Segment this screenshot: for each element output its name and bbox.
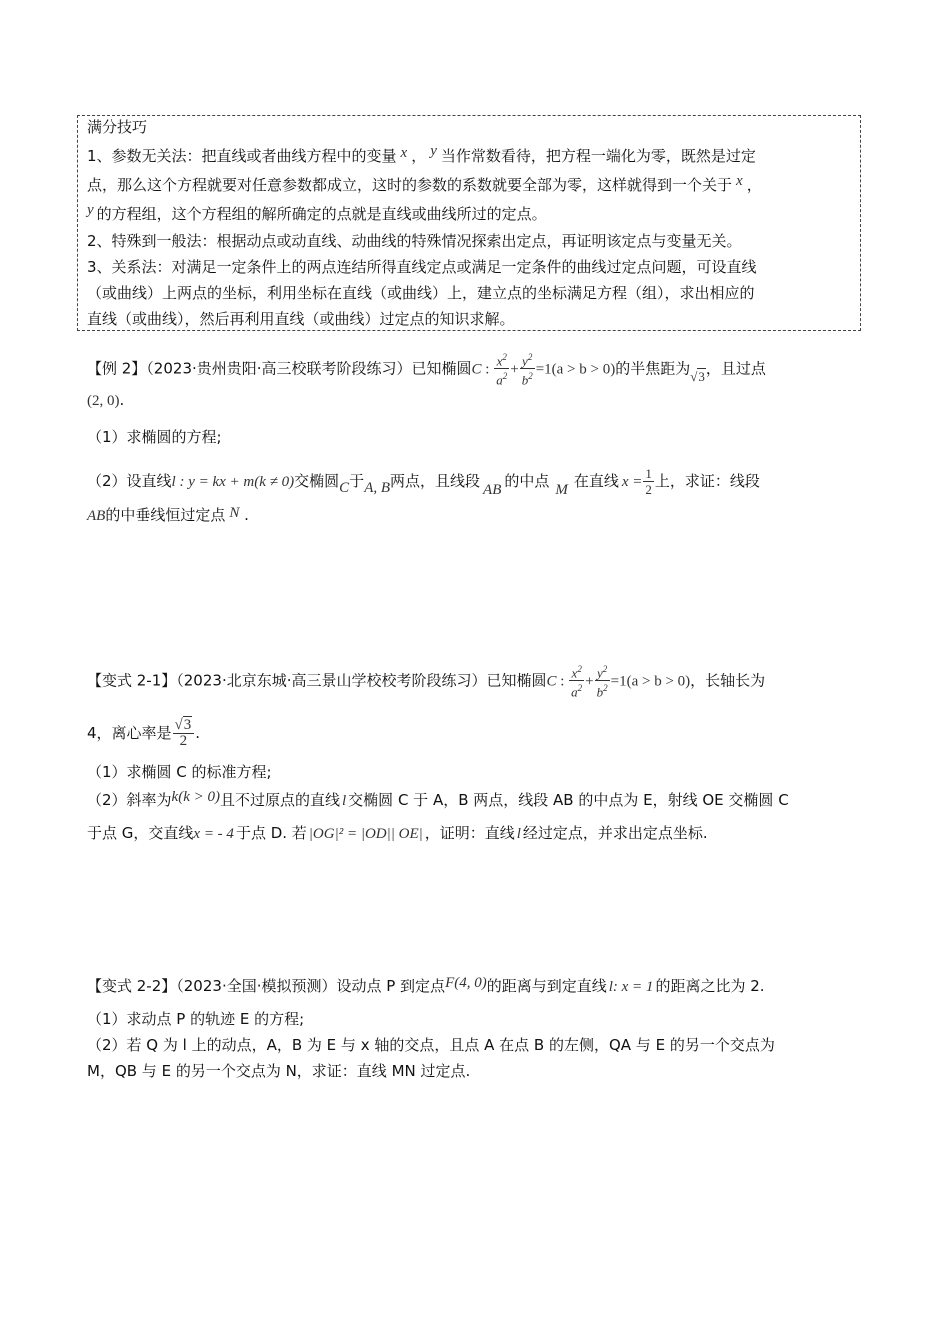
tips-line-1: 1、参数无关法：把直线或者曲线方程中的变量 x ， y 当作常数看待，把方程一端化为零，既然是过定 — [87, 143, 756, 165]
example-2-q2-cont: AB的中垂线恒过定点 N . — [87, 505, 249, 524]
example-2-header: 【例 2】（2023·贵州贵阳·高三校联考阶段练习）已知椭圆C : $\frac{x^2}{a^2}$ + $\frac{y^2}{b^2}$ =1(a > b > 0)的半焦距为√3，且过点 — [87, 352, 766, 388]
variant-2-2-q2-cont: M，QB 与 E 的另一个交点为 N，求证：直线 MN 过定点. — [87, 1062, 471, 1080]
variant-2-2-q1: （1）求动点 P 的轨迹 E 的方程; — [87, 1010, 305, 1028]
example-2-q1: （1）求椭圆的方程; — [87, 428, 222, 446]
example-2-point: (2, 0). — [87, 391, 125, 409]
variant-2-1-line-2: 4，离心率是 $\frac{√3}{2}$ . — [87, 717, 201, 749]
variant-2-2-q2: （2）若 Q 为 l 上的动点，A，B 为 E 与 x 轴的交点，且点 A 在点 B 的左侧，QA 与 E 的另一个交点为 — [87, 1036, 775, 1054]
tips-line-4: 2、特殊到一般法：根据动点或动直线、动曲线的特殊情况探索出定点，再证明该定点与变量无关。 — [87, 232, 742, 250]
variant-2-1-q1: （1）求椭圆 C 的标准方程; — [87, 763, 272, 781]
variant-2-1-q2-cont: 于点 G，交直线x = - 4 于点 D. 若 |OG|² = |OD|| OE| ，证明：直线 l 经过定点，并求出定点坐标. — [87, 824, 708, 842]
example-2-q2: （2）设直线l : y = kx + m(k ≠ 0)交椭圆C于A, B两点，且线段 AB 的中点 M 在直线 x = $\frac{1}{2}$ 上，求证：线段 — [87, 466, 760, 498]
tips-line-7: 直线（或曲线），然后再利用直线（或曲线）过定点的知识求解。 — [87, 310, 515, 328]
tips-line-5: 3、关系法：对满足一定条件上的两点连结所得直线定点或满足一定条件的曲线过定点问题，可设直线 — [87, 258, 757, 276]
tips-line-6: （或曲线）上两点的坐标，利用坐标在直线（或曲线）上，建立点的坐标满足方程（组），求出相应的 — [87, 284, 755, 302]
tips-title: 满分技巧 — [87, 118, 148, 136]
tips-line-3: y 的方程组，这个方程组的解所确定的点就是直线或曲线所过的定点。 — [87, 202, 547, 223]
tips-line-2: 点，那么这个方程就要对任意参数都成立，这时的参数的系数就要全部为零，这样就得到一个关于 x ， — [87, 173, 762, 194]
variant-2-2-header: 【变式 2-2】（2023·全国·模拟预测）设动点 P 到定点F(4, 0)的距离与到定直线 l: x = 1 的距离之比为 2. — [87, 975, 765, 995]
variant-2-1-header: 【变式 2-1】（2023·北京东城·高三景山学校校考阶段练习）已知椭圆C : $\frac{x^2}{a^2}$ + $\frac{y^2}{b^2}$ =1(a > b > 0)，长轴长为 — [87, 664, 766, 700]
variant-2-1-q2: （2）斜率为k(k > 0)且不过原点的直线 l 交椭圆 C 于 A，B 两点，线段 AB 的中点为 E，射线 OE 交椭圆 C — [87, 789, 789, 809]
